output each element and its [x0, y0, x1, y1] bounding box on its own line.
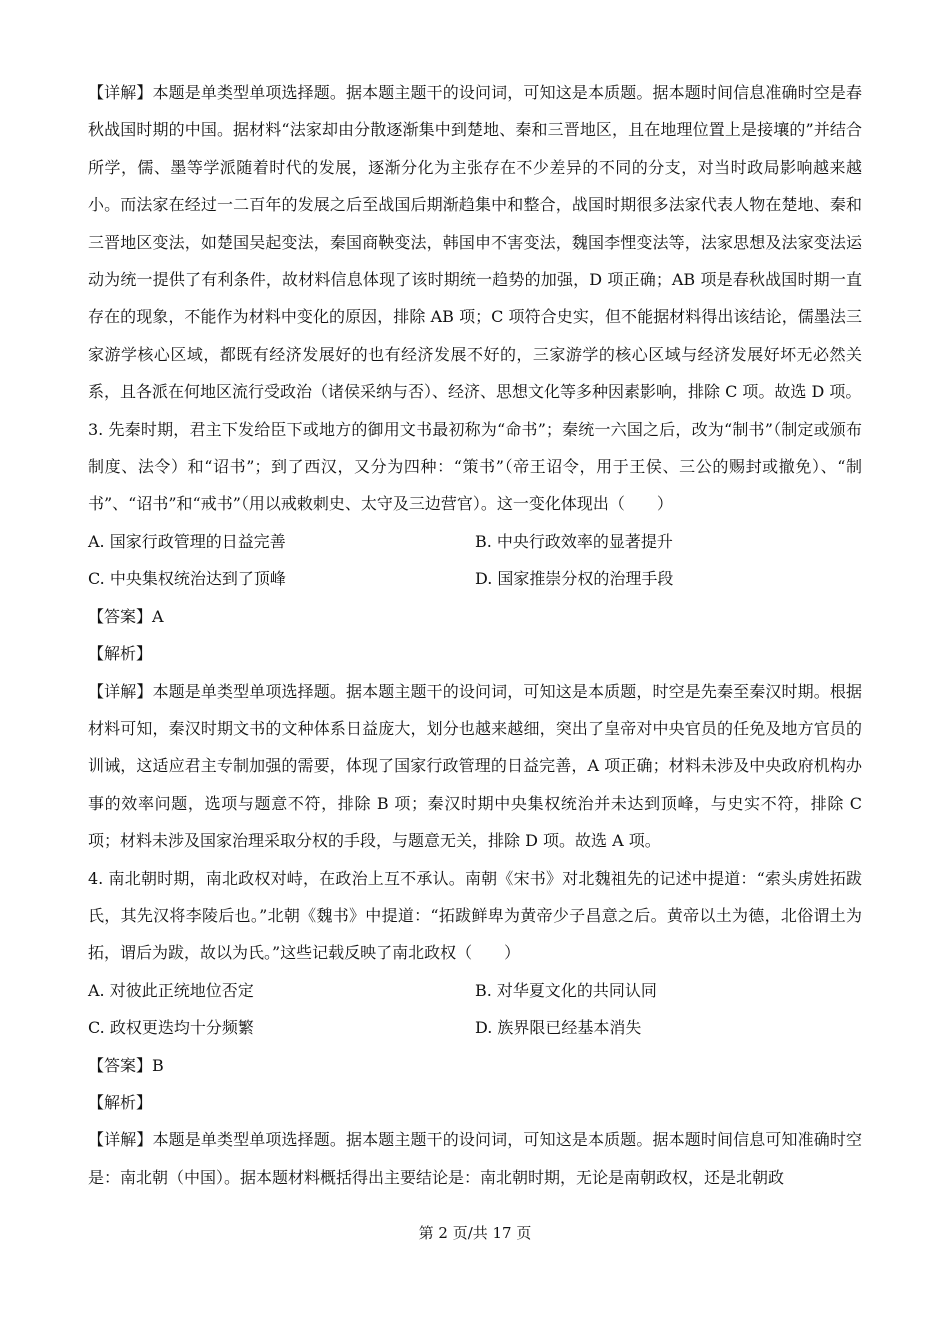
- q3-option-c: C. 中央集权统治达到了顶峰: [88, 569, 286, 589]
- q3-detail-paragraph: [88, 673, 862, 860]
- q3-answer: [88, 598, 862, 635]
- detail-tag: 【详解】: [88, 83, 153, 102]
- answer-tag: 【答案】: [88, 606, 153, 626]
- q3-stem: 3. 先秦时期，君主下发给臣下或地方的御用文书最初称为“命书”；秦统一六国之后，改为“制书”（制定或颁布制度、法令）和“诏书”；到了西汉，又分为四种：“策书”（帝王诏令，用于王侯、三公的赐封或撤免）、“制书”、“诏书”和“戒书”（用以戒敕刺史、太守及三边营官）。这一变化体现出（ ）: [88, 419, 862, 514]
- q3-option-b: B. 中央行政效率的显著提升: [475, 531, 673, 551]
- q4-answer: [88, 1047, 862, 1084]
- q2-detail-text: 本题是单类型单项选择题。据本题主题干的设问词，可知这是本质题。据本题时间信息准确时空是春秋战国时期的中国。据材料“法家却由分散逐渐集中到楚地、秦和三晋地区，且在地理位置上是接壤的”并结合所学，儒、墨等学派随着时代的发展，逐渐分化为主张存在不少差异的不同的分支，对当时政局影响越来越小。而法家在经过一二百年的发展之后至战国后期渐趋集中和整合，战国时期很多法家代表人物在楚地、秦和三晋地区变法，如楚国吴起变法，秦国商鞅变法，韩国申不害变法，魏国李悝变法等，法家思想及法家变法运动为统一提供了有利条件，故材料信息体现了该时期统一趋势的加强，D 项正确；AB 项是春秋战国时期一直存在的现象，不能作为材料中变化的原因，排除 AB 项；C 项符合史实，但不能据材料得出该结论，儒墨法三家游学核心区域，都既有经济发展好的也有经济发展不好的，三家游学的核心区域与经济发展好坏无必然关系，且各派在何地区流行受政治（诸侯采纳与否）、经济、思想文化等多种因素影响，排除 C 项。故选 D 项。: [88, 83, 862, 402]
- answer-value: A: [152, 606, 164, 626]
- document-body: [88, 74, 862, 1196]
- q4-analysis-tag: 【解析】: [88, 1092, 153, 1112]
- q3-detail-text: 本题是单类型单项选择题。据本题主题干的设问词，可知这是本质题，时空是先秦至秦汉时期。根据材料可知，秦汉时期文书的文种体系日益庞大，划分也越来越细，突出了皇帝对中央官员的任免及地方官员的训诫，这适应君主专制加强的需要，体现了国家行政管理的日益完善，A 项正确；材料未涉及中央政府机构办事的效率问题，选项与题意不符，排除 B 项；秦汉时期中央集权统治并未达到顶峰，与史实不符，排除 C 项；材料未涉及国家治理采取分权的手段，与题意无关，排除 D 项。故选 A 项。: [88, 681, 862, 851]
- q3-analysis-tag: 【解析】: [88, 644, 153, 664]
- answer-value: B: [152, 1055, 164, 1075]
- q2-detail-paragraph: [88, 74, 862, 411]
- q3-option-a: A. 国家行政管理的日益完善: [88, 531, 286, 551]
- q4-option-a: A. 对彼此正统地位否定: [88, 980, 254, 1000]
- q3-options: [88, 523, 862, 598]
- q4-option-b: B. 对华夏文化的共同认同: [475, 980, 657, 1000]
- q4-option-d: D. 族界限已经基本消失: [475, 1018, 642, 1038]
- q4-options: [88, 972, 862, 1047]
- detail-tag: 【详解】: [88, 1130, 153, 1150]
- q4-detail-paragraph: [88, 1121, 862, 1196]
- q4-option-c: C. 政权更迭均十分频繁: [88, 1018, 254, 1038]
- page-footer: 第 2 页/共 17 页: [418, 1224, 532, 1242]
- q3-option-d: D. 国家推崇分权的治理手段: [475, 569, 674, 589]
- q4-stem: 4. 南北朝时期，南北政权对峙，在政治上互不承认。南朝《宋书》对北魏祖先的记述中提道：“索头虏姓拓跋氏，其先汉将李陵后也。”北朝《魏书》中提道：“拓跋鲜卑为黄帝少子昌意之后。黄帝以土为德，北俗谓土为拓，谓后为跋，故以为氏。”这些记载反映了南北政权（ ）: [88, 868, 862, 963]
- answer-tag: 【答案】: [88, 1055, 153, 1075]
- q4-detail-text: 本题是单类型单项选择题。据本题主题干的设问词，可知这是本质题。据本题时间信息可知准确时空是：南北朝（中国）。据本题材料概括得出主要结论是：南北朝时期，无论是南朝政权，还是北朝政: [88, 1130, 862, 1187]
- detail-tag: 【详解】: [88, 681, 153, 701]
